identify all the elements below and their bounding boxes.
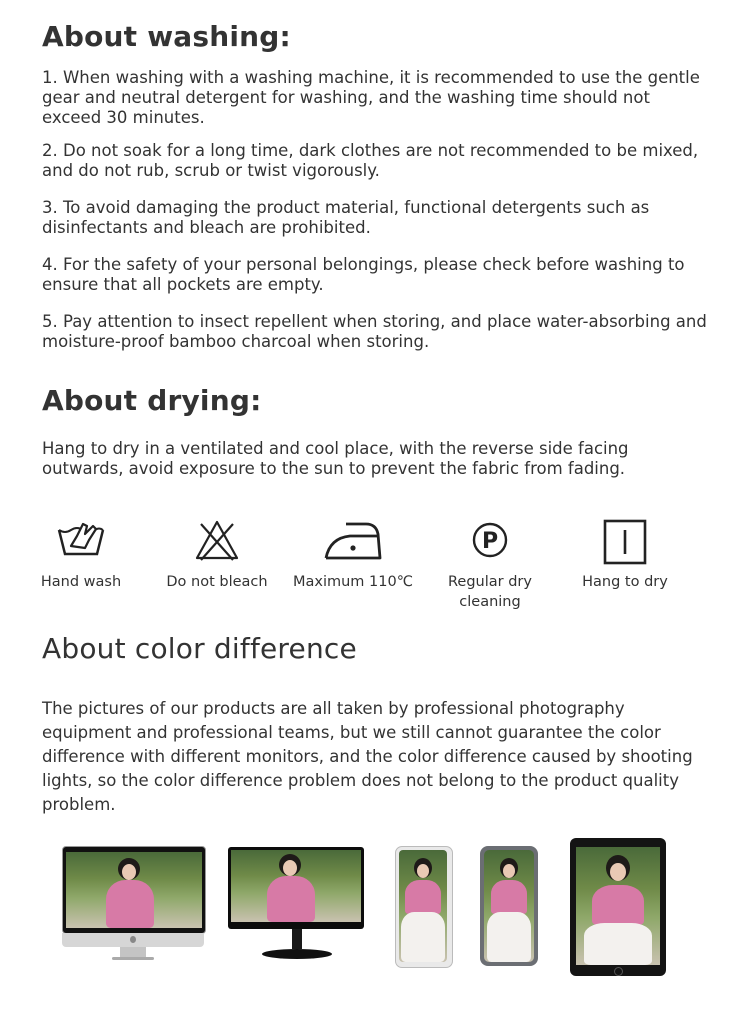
product-photo <box>66 852 202 928</box>
device-phone-dark <box>480 846 540 968</box>
care-label: Maximum 110℃ <box>292 574 413 590</box>
do-not-bleach-icon <box>191 518 243 562</box>
color-heading: About color difference <box>42 632 357 665</box>
hang-dry-icon <box>599 518 651 566</box>
washing-heading: About washing: <box>42 20 291 53</box>
washing-item-5: 5. Pay attention to insect repellent when storing, and place water-absorbing and moisture-proof bamboo charcoal when storing. <box>42 312 707 351</box>
dry-clean-icon <box>464 518 516 562</box>
product-photo <box>576 847 660 965</box>
care-do-not-bleach <box>162 518 272 592</box>
product-photo <box>231 850 361 922</box>
device-phone-white <box>395 846 453 968</box>
washing-item-4: 4. For the safety of your personal belongings, please check before washing to ensure that all pockets are empty. <box>42 255 685 294</box>
product-photo <box>484 850 534 962</box>
care-label: Regular dry cleaning <box>448 574 532 610</box>
hand-wash-icon <box>55 518 107 562</box>
care-hand-wash <box>26 518 136 592</box>
care-label: Do not bleach <box>166 574 268 590</box>
device-imac <box>62 846 206 964</box>
washing-item-3: 3. To avoid damaging the product material, functional detergents such as disinfectants and bleach are prohibited. <box>42 198 650 237</box>
washing-item-1: 1. When washing with a washing machine, it is recommended to use the gentle gear and neutral detergent for washing, and the washing time should not exceed 30 minutes. <box>42 68 700 127</box>
washing-item-2: 2. Do not soak for a long time, dark clothes are not recommended to be mixed, and do not rub, scrub or twist vigorously. <box>42 141 699 180</box>
product-photo <box>399 850 447 962</box>
care-label: Hand wash <box>40 574 122 590</box>
device-tablet <box>570 838 668 978</box>
device-monitor <box>228 847 366 963</box>
care-dry-clean <box>435 518 545 612</box>
care-hang-dry <box>570 518 680 592</box>
dry-clean-symbol: P <box>481 529 499 554</box>
drying-text: Hang to dry in a ventilated and cool place, with the reverse side facing outwards, avoid exposure to the sun to prevent the fabric from fading. <box>42 439 629 478</box>
care-label: Hang to dry <box>582 574 668 590</box>
care-iron <box>288 518 418 592</box>
drying-heading: About drying: <box>42 384 262 417</box>
iron-icon <box>322 518 384 562</box>
color-text: The pictures of our products are all taken by professional photography equipment and professional teams, but we still cannot guarantee the color difference with different monitors, and the color difference caused by shooting lights, so the color difference problem does not belong to the product quality problem. <box>42 699 693 814</box>
